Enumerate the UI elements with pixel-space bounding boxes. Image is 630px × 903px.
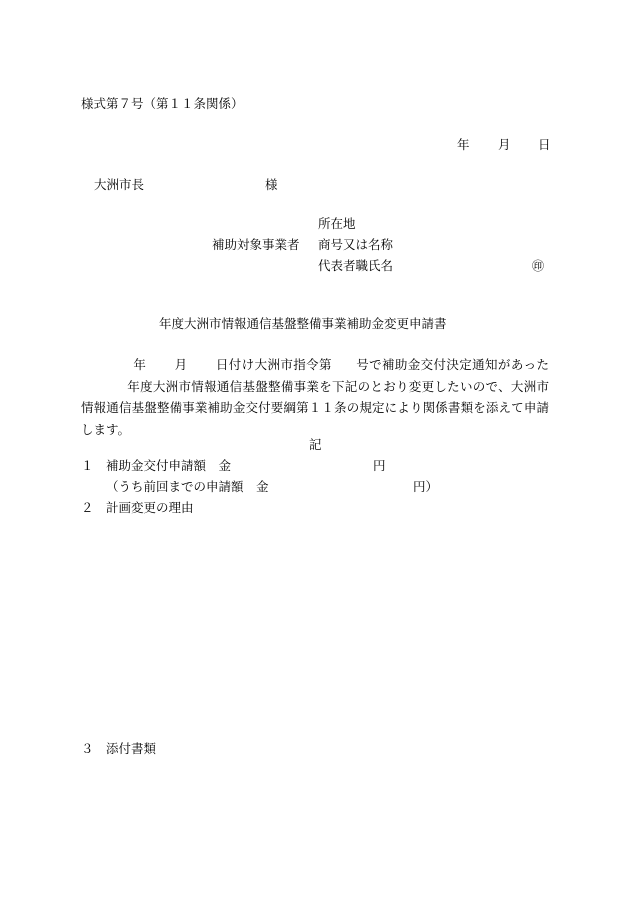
date-month-label: 月 bbox=[498, 137, 511, 152]
item1-number: １ bbox=[81, 458, 94, 473]
item1-unit: 円 bbox=[373, 458, 386, 473]
item1-sub-label: （うち前回までの申請額 金 bbox=[106, 479, 269, 494]
date-year-label: 年 bbox=[457, 137, 470, 152]
item1-sub-unit: 円） bbox=[413, 479, 439, 494]
body-notice: 号で補助金交付決定通知があった bbox=[355, 357, 549, 372]
item2-number: ２ bbox=[81, 500, 94, 515]
addressee-name: 大洲市長 bbox=[94, 177, 145, 192]
applicant-company-label: 商号又は名称 bbox=[318, 237, 394, 252]
seal-mark: ㊞ bbox=[532, 259, 545, 273]
applicant-address-label: 所在地 bbox=[318, 216, 356, 231]
form-number-label: 様式第７号（第１１条関係） bbox=[81, 96, 244, 111]
note-heading: 記 bbox=[309, 437, 322, 452]
item1-label: 補助金交付申請額 金 bbox=[106, 458, 232, 473]
applicant-group-label: 補助対象事業者 bbox=[212, 237, 300, 252]
date-day-label: 日 bbox=[538, 137, 551, 152]
item3-number: ３ bbox=[81, 741, 94, 756]
body-paragraph bbox=[81, 354, 549, 440]
body-date-ref: 日付け大洲市指令第 bbox=[215, 357, 332, 372]
body-year: 年 bbox=[133, 357, 147, 372]
applicant-representative-label: 代表者職氏名 bbox=[318, 258, 394, 273]
addressee-honorific: 様 bbox=[265, 177, 278, 192]
item3-label: 添付書類 bbox=[106, 741, 157, 756]
item2-label: 計画変更の理由 bbox=[106, 500, 194, 515]
body-request: 年度大洲市情報通信基盤整備事業を下記のとおり変更したいので、大洲市情報通信基盤整備事業補助金交付要綱第１１条の規定により関係書類を添えて申請します。 bbox=[81, 378, 549, 437]
document-title: 年度大洲市情報通信基盤整備事業補助金変更申請書 bbox=[159, 316, 447, 331]
body-month: 月 bbox=[174, 357, 188, 372]
